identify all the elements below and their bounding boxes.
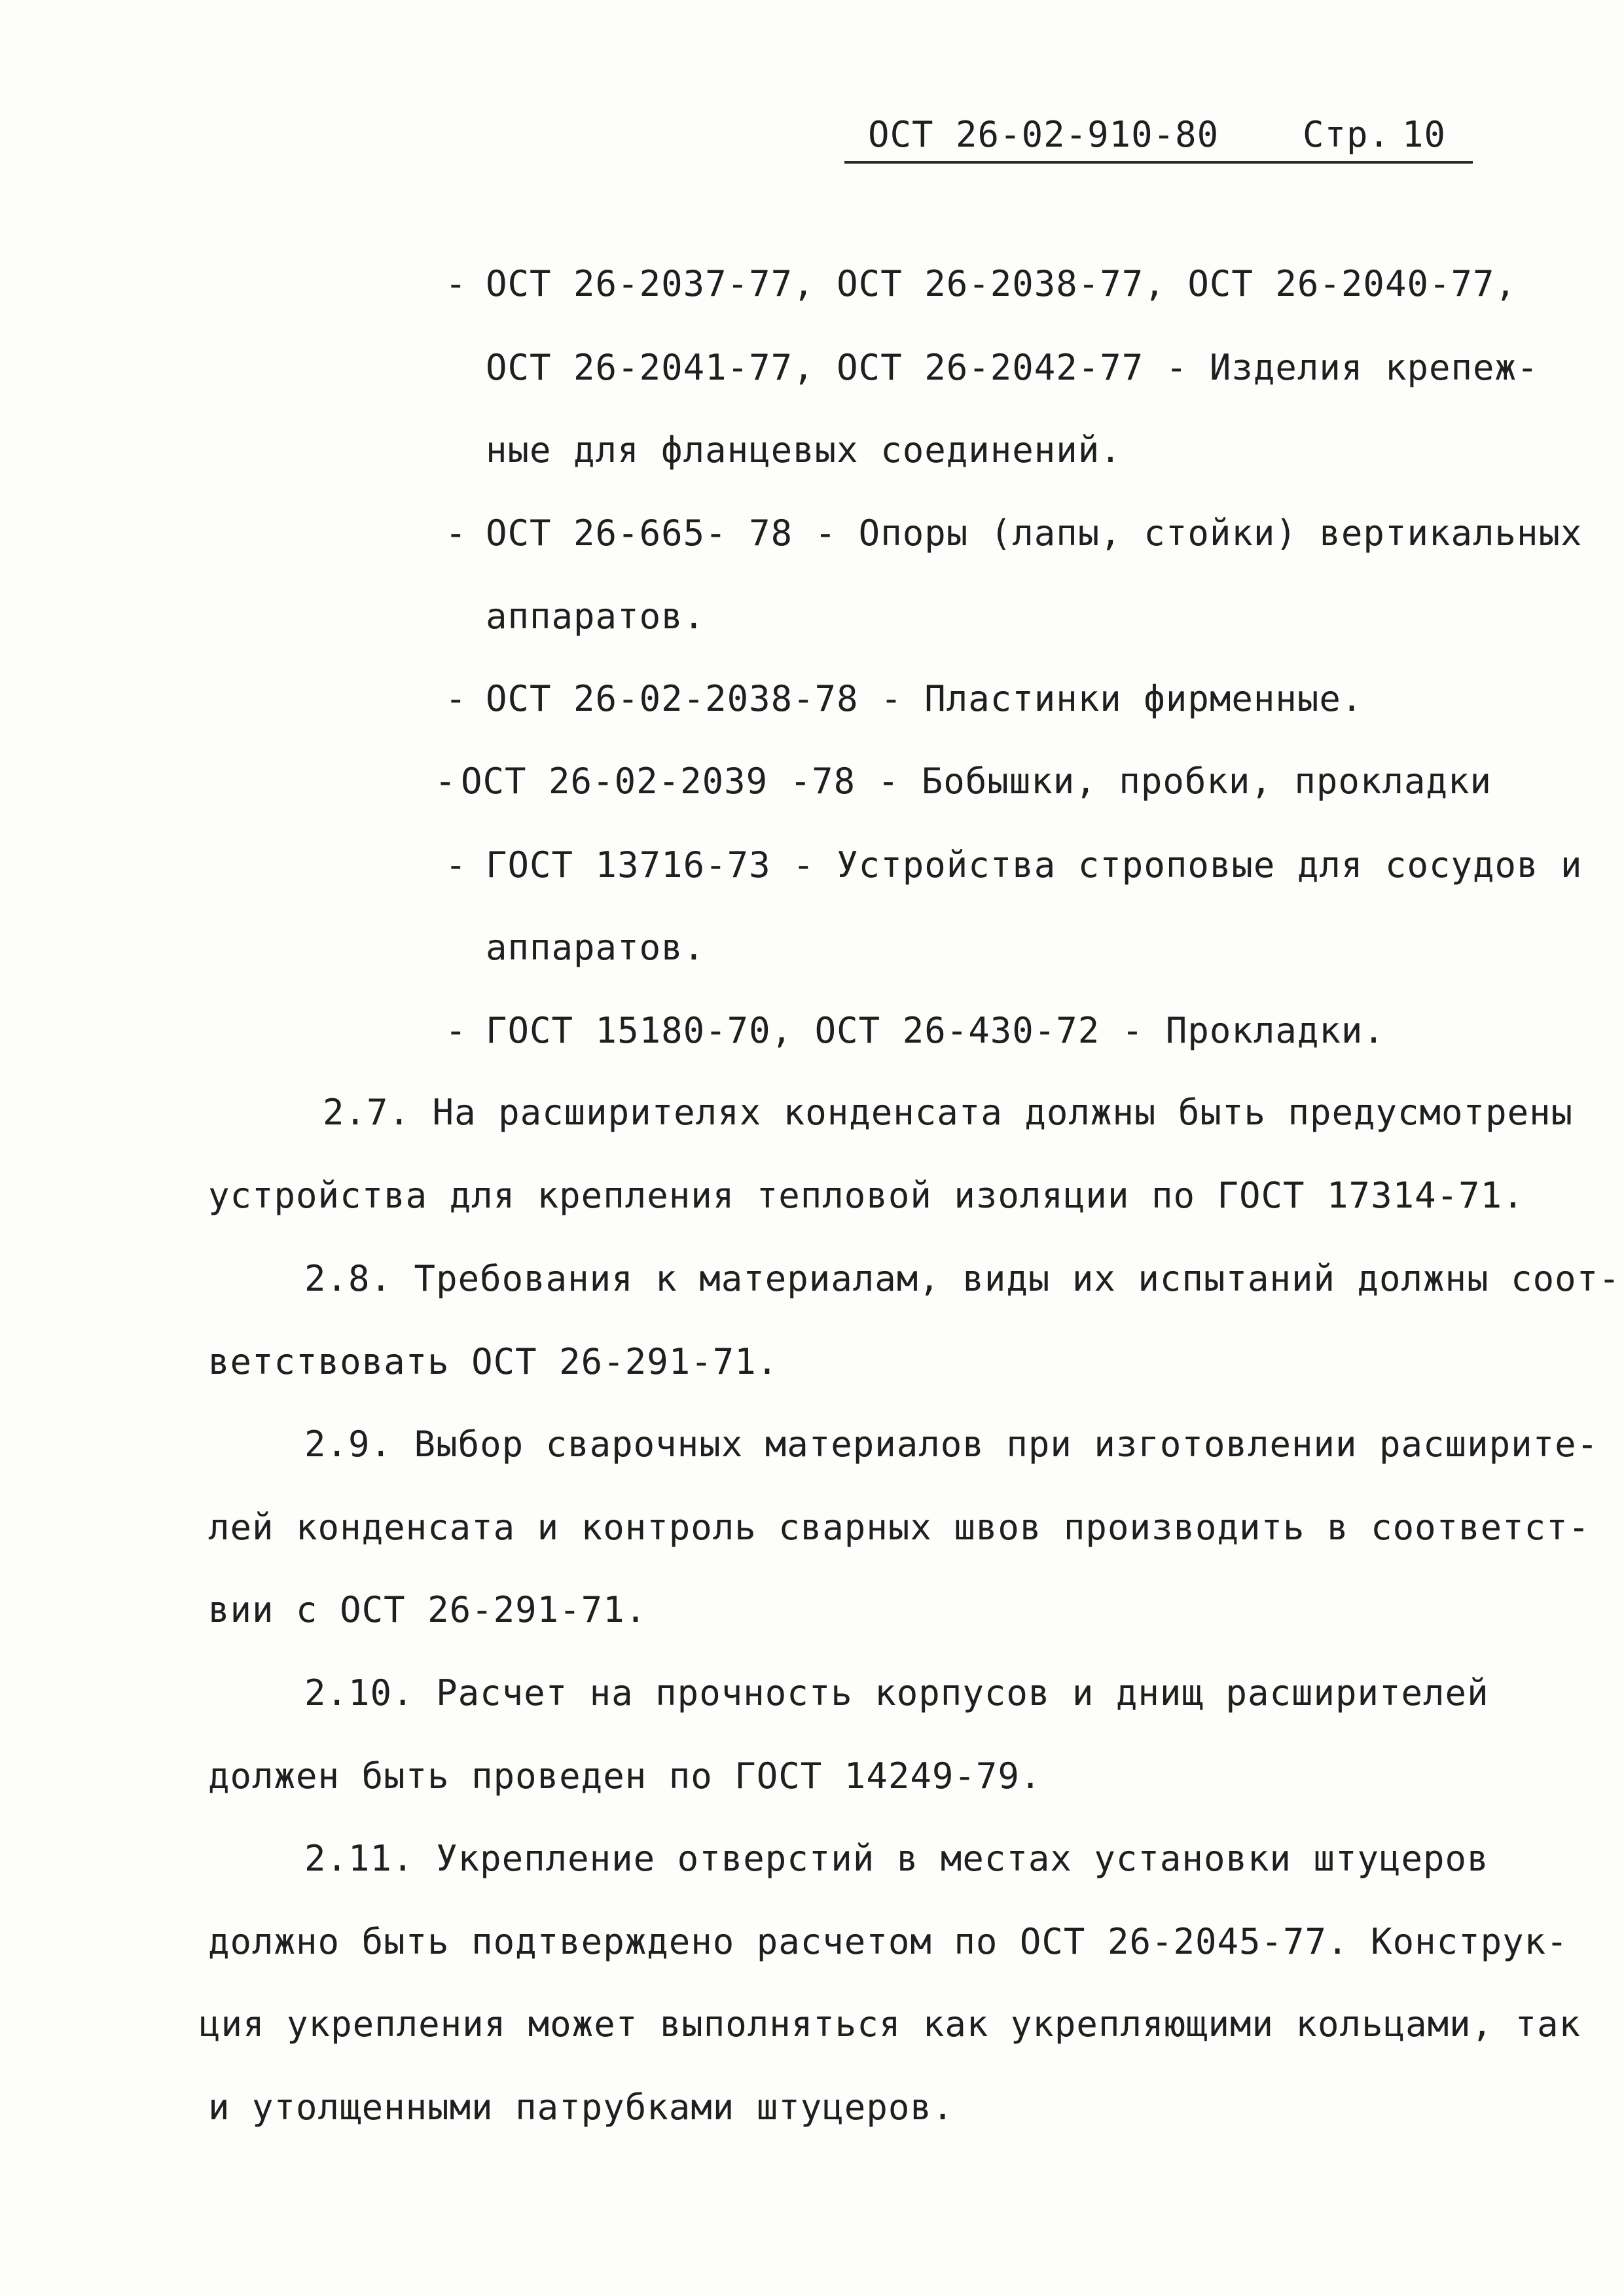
reference-line: ОСТ 26-02-2039 -78 - Бобышки, пробки, прокладки	[461, 761, 1492, 802]
clause-2-11-line: и утолщенными патрубками штуцеров.	[208, 2087, 954, 2128]
page-label: Стр.	[1303, 114, 1391, 155]
clause-2-10-line: должен быть проведен по ГОСТ 14249-79.	[208, 1755, 1042, 1797]
clause-2-9-line: лей конденсата и контроль сварных швов производить в соответст-	[208, 1507, 1591, 1548]
clause-2-7-line: устройства для крепления тепловой изоляции по ГОСТ 17314-71.	[208, 1175, 1525, 1216]
reference-line: аппаратов.	[486, 596, 706, 637]
clause-2-11-line: 2.11. Укрепление отверстий в местах установки штуцеров	[304, 1838, 1489, 1879]
reference-line: ОСТ 26-665- 78 - Опоры (лапы, стойки) вертикальных	[486, 512, 1583, 554]
reference-item	[445, 678, 1363, 720]
reference-line: ОСТ 26-02-2038-78 - Пластинки фирменные.	[486, 678, 1363, 719]
list-dash: -	[445, 512, 467, 554]
clause-2-11-line: должно быть подтверждено расчетом по ОСТ 26-2045-77. Конструк-	[208, 1921, 1568, 1962]
reference-line: ные для фланцевых соединений.	[486, 429, 1122, 471]
reference-line: ГОСТ 15180-70, ОСТ 26-430-72 - Прокладки.	[486, 1010, 1385, 1051]
list-dash: -	[445, 678, 467, 719]
reference-line: ГОСТ 13716-73 - Устройства строповые для сосудов и	[486, 844, 1583, 886]
reference-line: ОСТ 26-2041-77, ОСТ 26-2042-77 - Изделия крепеж-	[486, 347, 1539, 388]
clause-2-9-line: 2.9. Выбор сварочных материалов при изготовлении расширите-	[304, 1424, 1599, 1465]
clause-2-11-line: ция укрепления может выполняться как укрепляющими кольцами, так	[199, 2003, 1581, 2045]
clause-2-10-line: 2.10. Расчет на прочность корпусов и днищ расширителей	[304, 1672, 1489, 1713]
clause-2-8-line: 2.8. Требования к материалам, виды их испытаний должны соот-	[304, 1258, 1621, 1299]
list-dash: -	[445, 263, 467, 304]
reference-item	[445, 263, 1517, 305]
clause-2-9-line: вии с ОСТ 26-291-71.	[208, 1589, 647, 1630]
reference-item	[445, 512, 1583, 554]
reference-item	[435, 761, 1492, 802]
page-number-block	[1303, 114, 1446, 155]
list-dash: -	[435, 761, 457, 802]
list-dash: -	[445, 844, 467, 886]
list-dash: -	[445, 1010, 467, 1051]
reference-item	[445, 1010, 1385, 1052]
reference-item	[445, 844, 1583, 886]
page-header	[844, 110, 1473, 164]
document-code: ОСТ 26-02-910-80	[868, 114, 1219, 155]
clause-2-7-line: 2.7. На расширителях конденсата должны быть предусмотрены	[323, 1092, 1574, 1133]
reference-line: аппаратов.	[486, 927, 706, 968]
page-number: 10	[1402, 114, 1447, 155]
reference-line: ОСТ 26-2037-77, ОСТ 26-2038-77, ОСТ 26-2040-77,	[486, 263, 1517, 304]
clause-2-8-line: ветствовать ОСТ 26-291-71.	[208, 1341, 779, 1382]
